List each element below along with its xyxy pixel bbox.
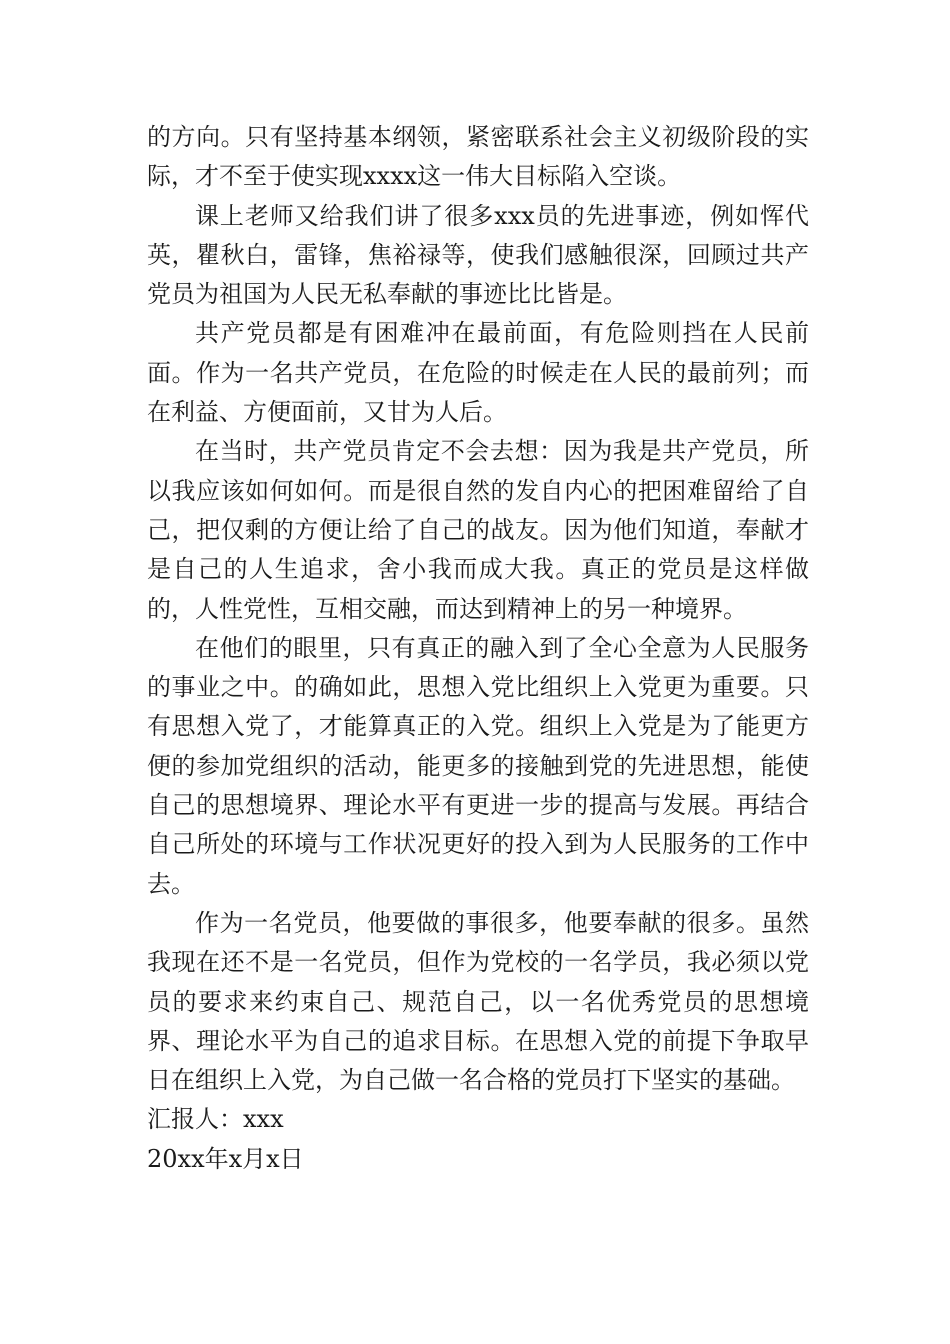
report-date: 20xx年x月x日: [147, 1144, 304, 1173]
reporter-signature: 汇报人：xxx: [147, 1105, 284, 1134]
paragraph: 在他们的眼里，只有真正的融入到了全心全意为人民服务的事业之中。的确如此，思想入党比组织上入党更为重要。只有思想入党了，才能算真正的入党。组织上入党是为了能更方便的参加党组织的活动，能更多的接触到党的先进思想，能使自己的思想境界、理论水平有更进一步的提高与发展。再结合自己所处的环境与工作状况更好的投入到为人民服务的工作中去。: [147, 633, 809, 898]
paragraph: 在当时，共产党员肯定不会去想：因为我是共产党员，所以我应该如何如何。而是很自然的发自内心的把困难留给了自己，把仅剩的方便让给了自己的战友。因为他们知道，奉献才是自己的人生追求，舍小我而成大我。真正的党员是这样做的，人性党性，互相交融，而达到精神上的另一种境界。: [147, 437, 809, 623]
document-body: [147, 118, 809, 1179]
paragraph: 课上老师又给我们讲了很多xxx员的先进事迹，例如恽代英，瞿秋白，雷锋，焦裕禄等，使我们感触很深，回顾过共产党员为祖国为人民无私奉献的事迹比比皆是。: [147, 201, 809, 309]
paragraph-continuation: 的方向。只有坚持基本纲领，紧密联系社会主义初级阶段的实际，才不至于使实现xxxx这一伟大目标陷入空谈。: [147, 123, 809, 191]
paragraph: 作为一名党员，他要做的事很多，他要奉献的很多。虽然我现在还不是一名党员，但作为党校的一名学员，我必须以党员的要求来约束自己、规范自己，以一名优秀党员的思想境界、理论水平为自己的追求目标。在思想入党的前提下争取早日在组织上入党，为自己做一名合格的党员打下坚实的基础。: [147, 908, 809, 1095]
paragraph: 共产党员都是有困难冲在最前面，有危险则挡在人民前面。作为一名共产党员，在危险的时候走在人民的最前列；而在利益、方便面前，又甘为人后。: [147, 319, 809, 427]
